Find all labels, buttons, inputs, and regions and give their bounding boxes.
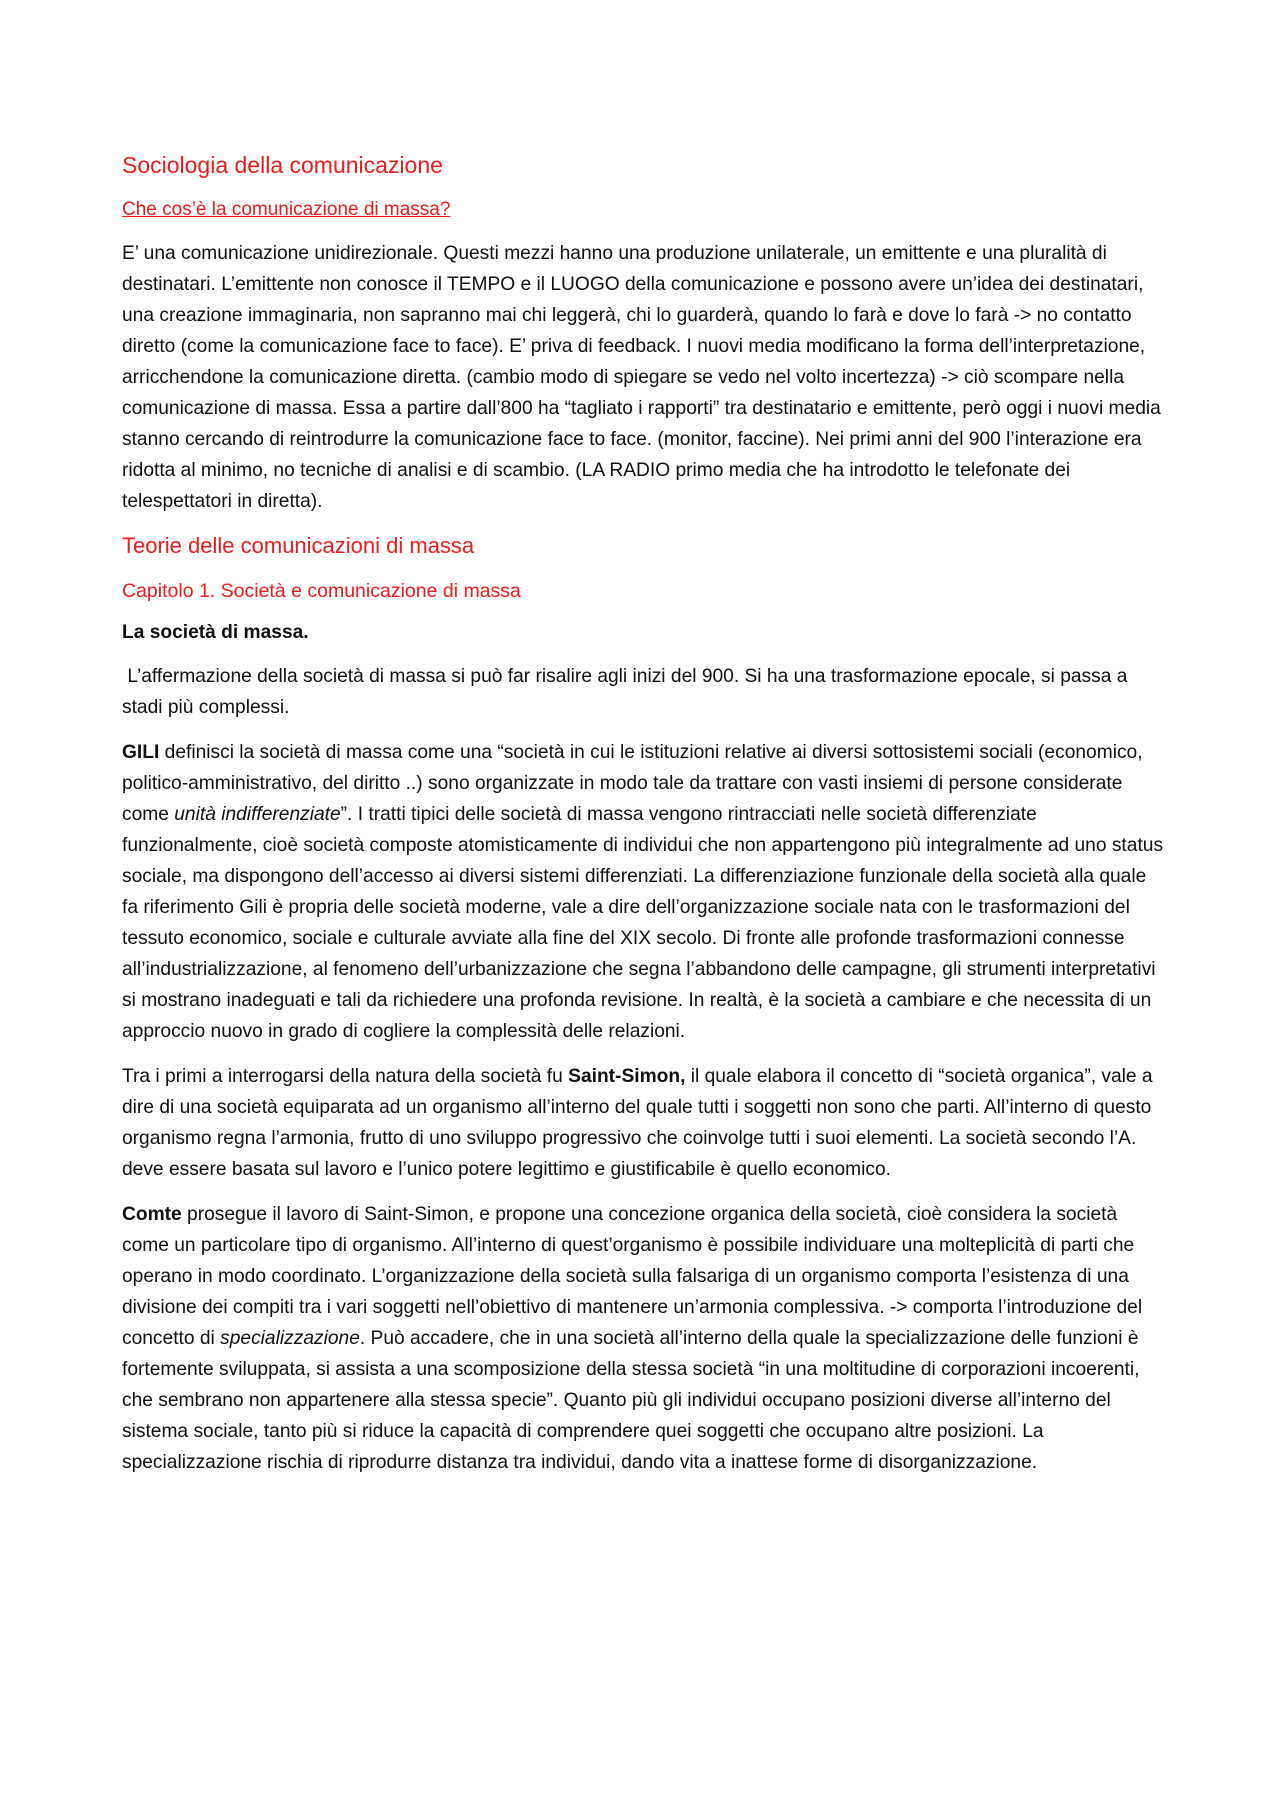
paragraph-comte xyxy=(122,1199,1167,1478)
paragraph-saint-simon xyxy=(122,1061,1167,1185)
author-gili: GILI xyxy=(122,742,160,763)
chapter-heading: Capitolo 1. Società e comunicazione di massa xyxy=(122,580,521,602)
term-unita-indifferenziate: unità indifferenziate xyxy=(174,804,341,825)
paragraph-gili xyxy=(122,737,1167,1047)
subtitle-question: Che cos’è la comunicazione di massa? xyxy=(122,199,451,220)
paragraph-saint-simon-text-b: il quale elabora il concetto di “società organica”, vale a dire di una società equiparata ad un organismo all’interno del quale tutti i soggetti non sono che parti. All’interno di questo organismo regna l’armonia, frutto di uno sviluppo progressivo che coinvolge tutti i suoi elementi. La società secondo l’A. deve essere basata sul lavoro e l’unico potere legittimo e giustificabile è quello economico. xyxy=(122,1066,1153,1180)
paragraph-comte-text-b: . Può accadere, che in una società all’interno della quale la specializzazione delle funzioni è fortemente sviluppata, si assista a una scomposizione della stessa società “in una moltitudine di corporazioni incoerenti, che sembrano non appartenere alla stessa specie”. Quanto più gli individui occupano posizioni diverse all’interno del sistema sociale, tanto più si riduce la capacità di comprendere quei soggetti che occupano altre posizioni. La specializzazione rischia di riprodurre distanza tra individui, dando vita a inattese forme di disorganizzazione. xyxy=(122,1328,1140,1473)
intro-paragraph: E’ una comunicazione unidirezionale. Questi mezzi hanno una produzione unilaterale, un emittente e una pluralità di destinatari. L’emittente non conosce il TEMPO e il LUOGO della comunicazione e possono avere un’idea dei destinatari, una creazione immaginaria, non sapranno mai chi leggerà, chi lo guarderà, quando lo farà e dove lo farà -> no contatto diretto (come la comunicazione face to face). E’ priva di feedback. I nuovi media modificano la forma dell’interpretazione, arricchendone la comunicazione diretta. (cambio modo di spiegare se vedo nel volto incertezza) -> ciò scompare nella comunicazione di massa. Essa a partire dall’800 ha “tagliato i rapporti” tra destinatario e emittente, però oggi i nuovi media stanno cercando di reintrodurre la comunicazione face to face. (monitor, faccine). Nei primi anni del 900 l’interazione era ridotta al minimo, no tecniche di analisi e di scambio. (LA RADIO primo media che ha introdotto le telefonate dei telespettatori in diretta). xyxy=(122,243,1161,512)
subsection-heading: La società di massa. xyxy=(122,622,309,643)
author-comte: Comte xyxy=(122,1204,182,1225)
paragraph-comte-text-a: prosegue il lavoro di Saint-Simon, e propone una concezione organica della società, cioè considera la società come un particolare tipo di organismo. All’interno di quest’organismo è possibile individuare una molteplicità di parti che operano in modo coordinato. L’organizzazione della società sulla falsariga di un organismo comporta l’esistenza di una divisione dei compiti tra i vari soggetti nell’obiettivo di mantenere un’armonia complessiva. -> comporta l’introduzione del concetto di xyxy=(122,1204,1143,1349)
paragraph-gili-text-a: definisci la società di massa come una “società in cui le istituzioni relative ai diversi sottosistemi sociali (economico, politico-amministrativo, del diritto ..) sono organizzate in modo tale da trattare con vasti insiemi di persone considerate come xyxy=(122,742,1143,825)
paragraph-gili-text-b: ”. I tratti tipici delle società di massa vengono rintracciati nelle società differenziate funzionalmente, cioè società composte atomisticamente di individui che non appartengono più integralmente ad uno status sociale, ma dispongono dell’accesso ai diversi sistemi differenziati. La differenziazione funzionale della società alla quale fa riferimento Gili è propria delle società moderne, vale a dire dell’organizzazione sociale nata con le trasformazioni del tessuto economico, sociale e culturale avviate alla fine del XIX secolo. Di fronte alle profonde trasformazioni connesse all’industrializzazione, al fenomeno dell’urbanizzazione che segna l’abbandono delle campagne, gli strumenti interpretativi si mostrano inadeguati e tali da richiedere una profonda revisione. In realtà, è la società a cambiare e che necessita di un approccio nuovo in grado di cogliere la complessità delle relazioni. xyxy=(122,804,1164,1042)
paragraph-saint-simon-text-a: Tra i primi a interrogarsi della natura della società fu xyxy=(122,1066,569,1087)
document-page xyxy=(122,150,1167,1492)
author-saint-simon: Saint-Simon, xyxy=(568,1066,686,1087)
document-title: Sociologia della comunicazione xyxy=(122,152,443,178)
section-heading: Teorie delle comunicazioni di massa xyxy=(122,533,475,558)
paragraph-affermazione: L’affermazione della società di massa si può far risalire agli inizi del 900. Si ha una trasformazione epocale, si passa a stadi più complessi. xyxy=(122,666,1133,718)
term-specializzazione: specializzazione xyxy=(220,1328,360,1349)
